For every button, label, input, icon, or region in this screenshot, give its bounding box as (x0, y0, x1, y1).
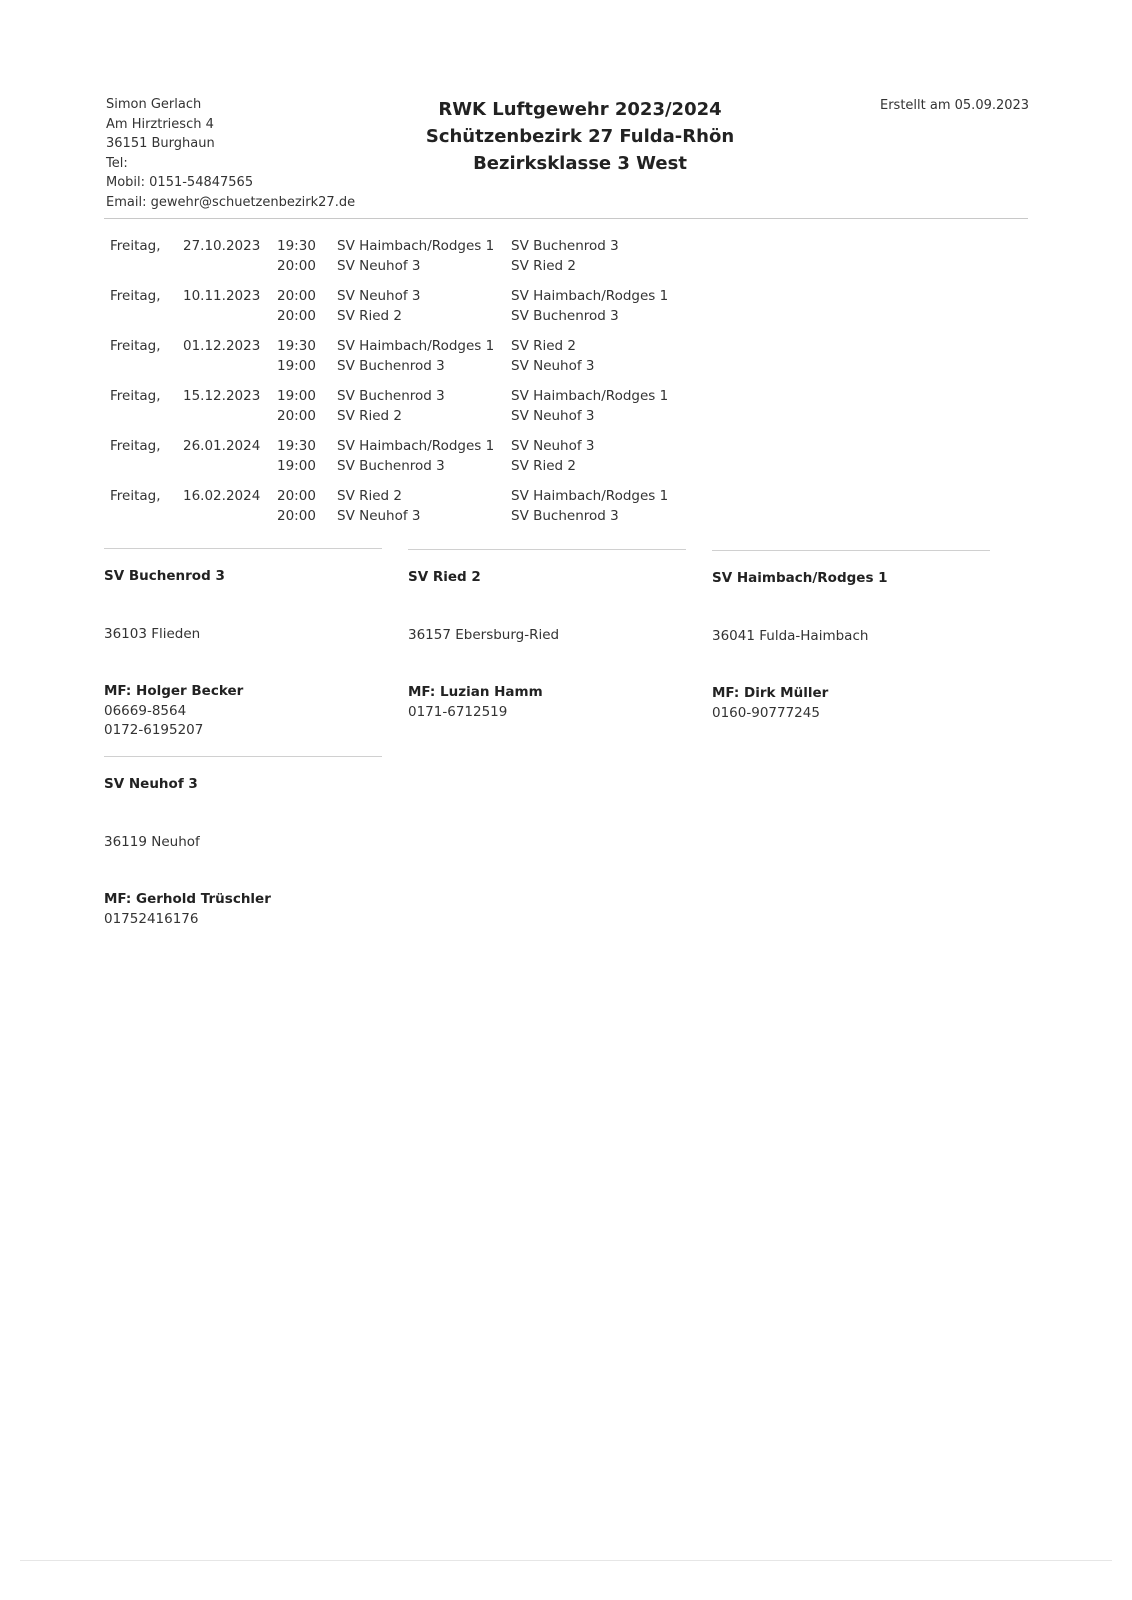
club-card (408, 569, 688, 720)
club-location: 36157 Ebersburg-Ried (408, 627, 560, 643)
weekday: Freitag, (110, 388, 161, 404)
match-time: 20:00 (277, 308, 316, 324)
match-time: 19:00 (277, 358, 316, 374)
club-location: 36103 Flieden (104, 626, 201, 642)
home-team: SV Neuhof 3 (337, 258, 421, 274)
guest-team: SV Haimbach/Rodges 1 (511, 488, 669, 504)
club-location: 36041 Fulda-Haimbach (712, 628, 869, 644)
title-line-3: Bezirksklasse 3 West (473, 153, 687, 174)
guest-team: SV Neuhof 3 (511, 358, 595, 374)
date: 16.02.2024 (183, 488, 261, 504)
contact-email: Email: gewehr@schuetzenbezirk27.de (106, 194, 356, 210)
match-row (277, 388, 837, 408)
title-line-2: Schützenbezirk 27 Fulda-Rhön (425, 126, 735, 147)
club-card (104, 776, 384, 927)
guest-team: SV Buchenrod 3 (511, 308, 619, 324)
club-manager: MF: Dirk Müller (712, 685, 829, 701)
match-time: 19:00 (277, 388, 316, 404)
weekday: Freitag, (110, 438, 161, 454)
home-team: SV Neuhof 3 (337, 288, 421, 304)
club-phone: 01752416176 (104, 911, 199, 927)
club-divider (712, 550, 990, 551)
club-divider (104, 756, 382, 757)
guest-team: SV Neuhof 3 (511, 408, 595, 424)
created-date: Erstellt am 05.09.2023 (880, 98, 1030, 113)
club-location: 36119 Neuhof (104, 834, 200, 850)
club-divider (104, 548, 382, 549)
weekday: Freitag, (110, 238, 161, 254)
match-time: 20:00 (277, 508, 316, 524)
home-team: SV Ried 2 (337, 488, 402, 504)
match-time: 20:00 (277, 408, 316, 424)
guest-team: SV Buchenrod 3 (511, 508, 619, 524)
match-row (277, 258, 837, 278)
page-bottom-edge (20, 1560, 1112, 1561)
match-row (277, 288, 837, 308)
contact-block (106, 95, 355, 212)
contact-city: 36151 Burghaun (106, 136, 215, 151)
contact-tel: Tel: (106, 155, 128, 171)
home-team: SV Ried 2 (337, 308, 402, 324)
date: 10.11.2023 (183, 288, 261, 304)
date: 27.10.2023 (183, 238, 261, 254)
club-divider (408, 549, 686, 550)
club-name: SV Ried 2 (408, 569, 481, 585)
club-name: SV Buchenrod 3 (104, 568, 225, 584)
match-row (277, 508, 837, 528)
match-row (277, 338, 837, 358)
home-team: SV Ried 2 (337, 408, 402, 424)
match-time: 19:30 (277, 238, 316, 254)
date: 26.01.2024 (183, 438, 261, 454)
date: 15.12.2023 (183, 388, 261, 404)
contact-mobile: Mobil: 0151-54847565 (106, 175, 254, 190)
guest-team: SV Neuhof 3 (511, 438, 595, 454)
home-team: SV Haimbach/Rodges 1 (337, 338, 495, 354)
match-row (277, 438, 837, 458)
match-row (277, 238, 837, 258)
match-row (277, 308, 837, 328)
home-team: SV Buchenrod 3 (337, 388, 445, 404)
header-divider (104, 218, 1028, 219)
club-manager: MF: Gerhold Trüschler (104, 891, 271, 907)
club-manager: MF: Holger Becker (104, 683, 244, 699)
match-time: 19:00 (277, 458, 316, 474)
match-time: 19:30 (277, 438, 316, 454)
match-time: 20:00 (277, 258, 316, 274)
match-row (277, 458, 837, 478)
club-manager: MF: Luzian Hamm (408, 684, 543, 700)
club-name: SV Neuhof 3 (104, 776, 198, 792)
guest-team: SV Ried 2 (511, 338, 576, 354)
guest-team: SV Haimbach/Rodges 1 (511, 388, 669, 404)
page-title (380, 96, 780, 177)
guest-team: SV Haimbach/Rodges 1 (511, 288, 669, 304)
match-row (277, 488, 837, 508)
contact-street: Am Hirztriesch 4 (106, 116, 214, 132)
date: 01.12.2023 (183, 338, 261, 354)
home-team: SV Buchenrod 3 (337, 358, 445, 374)
club-phone: 0171-6712519 (408, 704, 508, 720)
weekday: Freitag, (110, 288, 161, 304)
match-row (277, 408, 837, 428)
club-name: SV Haimbach/Rodges 1 (712, 570, 888, 586)
home-team: SV Haimbach/Rodges 1 (337, 238, 495, 254)
guest-team: SV Ried 2 (511, 458, 576, 474)
contact-name: Simon Gerlach (106, 97, 202, 112)
weekday: Freitag, (110, 488, 161, 504)
club-card (712, 570, 992, 721)
home-team: SV Neuhof 3 (337, 508, 421, 524)
title-line-1: RWK Luftgewehr 2023/2024 (438, 99, 722, 120)
home-team: SV Haimbach/Rodges 1 (337, 438, 495, 454)
club-phone: 0172-6195207 (104, 722, 204, 738)
guest-team: SV Ried 2 (511, 258, 576, 274)
club-card (104, 568, 384, 738)
club-phone: 0160-90777245 (712, 705, 820, 721)
guest-team: SV Buchenrod 3 (511, 238, 619, 254)
match-time: 20:00 (277, 488, 316, 504)
match-time: 19:30 (277, 338, 316, 354)
home-team: SV Buchenrod 3 (337, 458, 445, 474)
club-phone: 06669-8564 (104, 703, 187, 719)
match-time: 20:00 (277, 288, 316, 304)
weekday: Freitag, (110, 338, 161, 354)
match-row (277, 358, 837, 378)
